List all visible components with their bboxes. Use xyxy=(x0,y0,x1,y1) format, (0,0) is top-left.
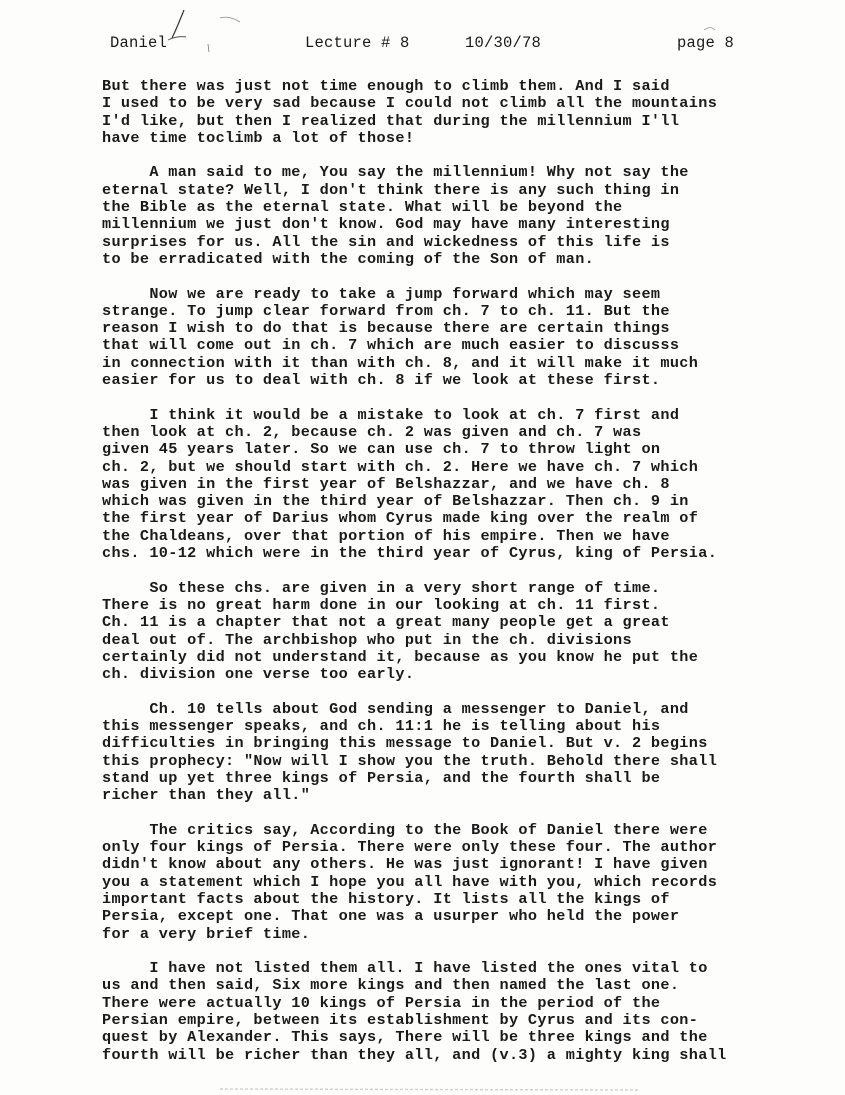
text-line: deal out of. The archbishop who put in the ch. divisions xyxy=(102,630,632,649)
text-line: didn't know about any others. He was just ignorant! I have given xyxy=(102,855,708,874)
paragraph xyxy=(102,407,792,563)
text-line: us and then said, Six more kings and then named the last one. xyxy=(102,976,680,995)
text-line: difficulties in bringing this message to Daniel. But v. 2 begins xyxy=(102,734,708,753)
header-book-title: Daniel xyxy=(110,34,168,52)
text-line: I think it would be a mistake to look at ch. 7 first and xyxy=(102,405,680,424)
text-line: The critics say, According to the Book of Daniel there were xyxy=(102,820,708,839)
text-line: this messenger speaks, and ch. 11:1 he is telling about his xyxy=(102,716,661,735)
header-lecture-number: Lecture # 8 xyxy=(305,34,410,52)
text-line: have time toclimb a lot of those! xyxy=(102,128,415,147)
text-line: then look at ch. 2, because ch. 2 was given and ch. 7 was xyxy=(102,422,642,441)
paragraph xyxy=(102,78,792,147)
paragraph xyxy=(102,164,792,268)
text-line: the first year of Darius whom Cyrus made king over the realm of xyxy=(102,509,699,528)
text-line: given 45 years later. So we can use ch. 7 to throw light on xyxy=(102,440,661,459)
text-line: Persian empire, between its establishment by Cyrus and its con- xyxy=(102,1011,699,1030)
text-line: millennium we just don't know. God may have many interesting xyxy=(102,215,670,234)
text-line: fourth will be richer than they all, and (v.3) a mighty king shall xyxy=(102,1045,727,1064)
text-line: There is no great harm done in our looking at ch. 11 first. xyxy=(102,595,661,614)
text-line: chs. 10-12 which were in the third year of Cyrus, king of Persia. xyxy=(102,544,718,563)
header-date: 10/30/78 xyxy=(465,34,542,52)
scan-artifact-bottom xyxy=(220,1084,640,1094)
paragraph xyxy=(102,822,792,943)
text-line: that will come out in ch. 7 which are much easier to discusss xyxy=(102,336,680,355)
text-line: was given in the first year of Belshazzar, and we have ch. 8 xyxy=(102,474,670,493)
text-line: But there was just not time enough to climb them. And I said xyxy=(102,77,670,95)
text-line: Persia, except one. That one was a usurper who held the power xyxy=(102,907,680,926)
text-line: reason I wish to do that is because there are certain things xyxy=(102,319,670,338)
text-line: There were actually 10 kings of Persia in the period of the xyxy=(102,993,661,1012)
paragraph xyxy=(102,701,792,805)
text-line: Now we are ready to take a jump forward which may seem xyxy=(102,284,661,303)
text-line: the Bible as the eternal state. What will be beyond the xyxy=(102,198,623,217)
text-line: A man said to me, You say the millennium! Why not say the xyxy=(102,163,689,182)
text-line: quest by Alexander. This says, There will be three kings and the xyxy=(102,1028,708,1047)
text-line: Ch. 11 is a chapter that not a great many people get a great xyxy=(102,613,670,632)
lecture-body-text xyxy=(102,78,792,1081)
text-line: the Chaldeans, over that portion of his empire. Then we have xyxy=(102,526,670,545)
text-line: in connection with it than with ch. 8, and it will make it much xyxy=(102,353,699,372)
text-line: I have not listed them all. I have listed the ones vital to xyxy=(102,959,708,978)
text-line: for a very brief time. xyxy=(102,924,311,943)
text-line: Ch. 10 tells about God sending a messenger to Daniel, and xyxy=(102,699,689,718)
text-line: easier for us to deal with ch. 8 if we look at these first. xyxy=(102,371,661,390)
paragraph xyxy=(102,286,792,390)
text-line: certainly did not understand it, because as you know he put the xyxy=(102,647,699,666)
text-line: surprises for us. All the sin and wickedness of this life is xyxy=(102,232,670,251)
text-line: I used to be very sad because I could not climb all the mountains xyxy=(102,94,718,113)
text-line: So these chs. are given in a very short range of time. xyxy=(102,578,661,597)
text-line: which was given in the third year of Belshazzar. Then ch. 9 in xyxy=(102,492,689,511)
text-line: this prophecy: "Now will I show you the truth. Behold there shall xyxy=(102,751,718,770)
paragraph xyxy=(102,960,792,1064)
text-line: you a statement which I hope you all have with you, which records xyxy=(102,872,718,891)
page-header xyxy=(0,34,845,56)
text-line: richer than they all." xyxy=(102,786,311,805)
text-line: I'd like, but then I realized that during the millennium I'll xyxy=(102,111,680,130)
text-line: ch. 2, but we should start with ch. 2. Here we have ch. 7 which xyxy=(102,457,699,476)
text-line: stand up yet three kings of Persia, and the fourth shall be xyxy=(102,768,661,787)
text-line: strange. To jump clear forward from ch. 7 to ch. 11. But the xyxy=(102,301,670,320)
text-line: only four kings of Persia. There were only these four. The author xyxy=(102,838,718,857)
text-line: ch. division one verse too early. xyxy=(102,665,415,684)
text-line: important facts about the history. It lists all the kings of xyxy=(102,889,670,908)
text-line: to be erradicated with the coming of the Son of man. xyxy=(102,249,595,268)
paragraph xyxy=(102,580,792,684)
text-line: eternal state? Well, I don't think there is any such thing in xyxy=(102,180,680,199)
header-page-number: page 8 xyxy=(677,34,735,52)
